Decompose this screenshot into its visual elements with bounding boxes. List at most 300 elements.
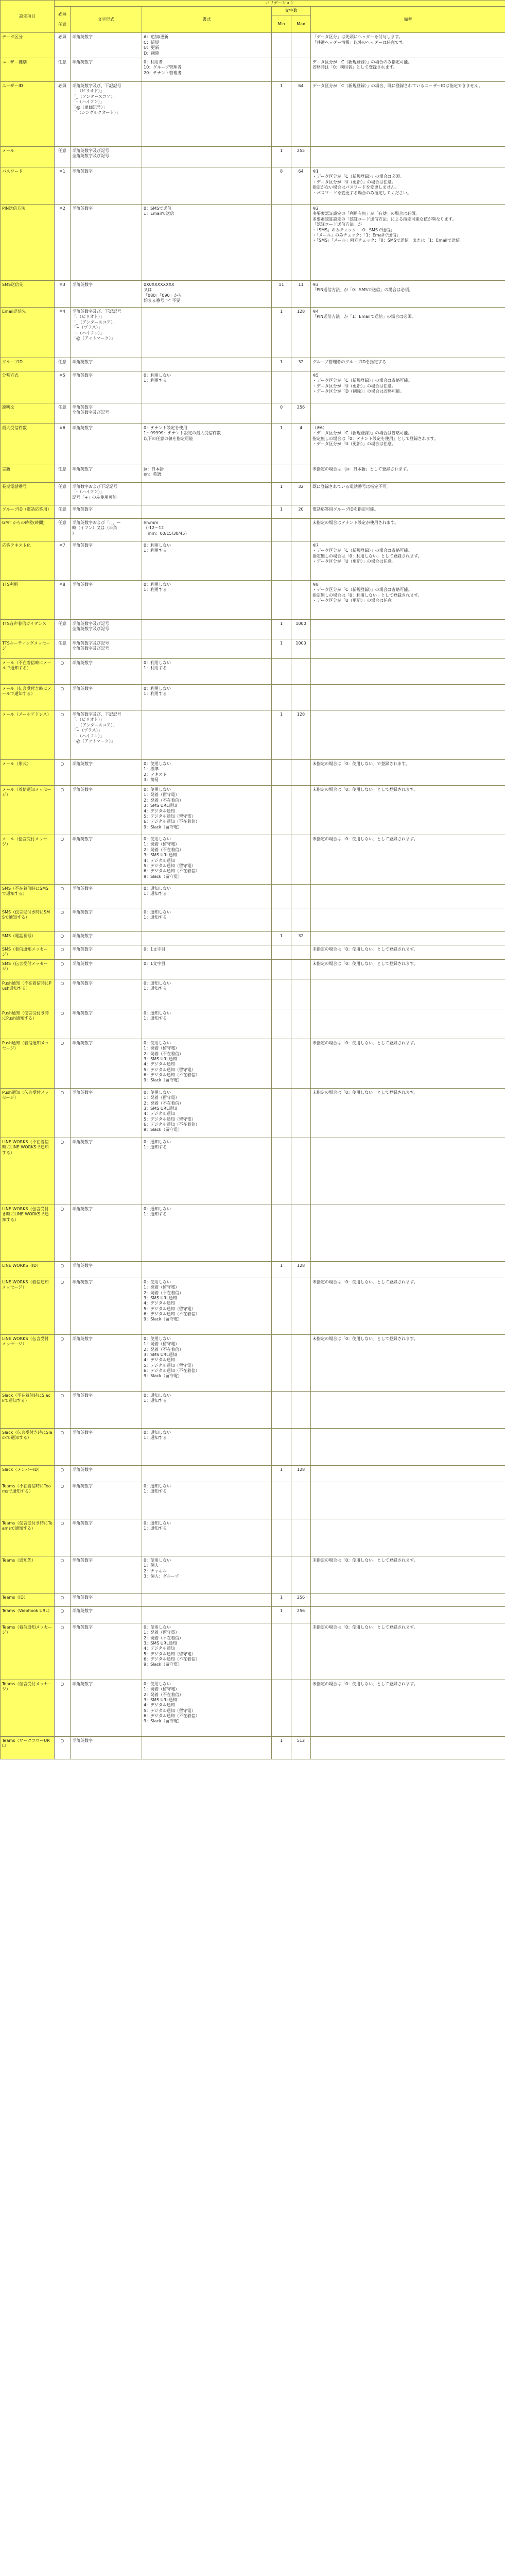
cell-char-type: 半角英数字 (71, 167, 142, 204)
cell-format: 0X0XXXXXXXX 又は 「080」「090」から 始まる番号 "-" 不要 (142, 280, 272, 307)
cell-format: 0：使用しない 1：発着（留守電） 2：発着（不在着信） 3：SMS URL通知 4：デジタル通知 5：デジタル通知（留守電） 6：デジタル通知（不在着信） 9：Slack（留守電） (142, 1623, 272, 1680)
cell-remarks: 未指定の場合は「0：使用しない」で登録されます。 (311, 759, 505, 785)
table-header (1, 1, 505, 33)
cell-min: 1 (272, 1736, 291, 1759)
cell-char-type: 半角英数字 (71, 1261, 142, 1278)
cell-min: 1 (272, 639, 291, 658)
cell-char-type: 半角英数字 (71, 1009, 142, 1039)
header-required-label: 必須 (58, 11, 66, 16)
cell-char-type: 半角英数字 (71, 908, 142, 931)
cell-char-type: 半角英数字 (71, 358, 142, 371)
cell-required: 必須 (55, 33, 71, 58)
cell-max: 32 (291, 482, 311, 505)
cell-remarks: ※1 ・データ区分が「C（新規登録）」の場合は必須。 ・データ区分が「U（更新）」の場合は任意。 指定がない場合はパスワードを変更しません。 ・パスワードを変更する場合のみ指定してください。 (311, 167, 505, 204)
cell-required: ○ (55, 945, 71, 959)
cell-required: ○ (55, 1138, 71, 1205)
cell-required: ○ (55, 1205, 71, 1261)
cell-char-type: 半角英数字 (71, 785, 142, 835)
cell-remarks: 未指定の場合は「0：使用しない」として登録されます。 (311, 1623, 505, 1680)
cell-required: ○ (55, 835, 71, 884)
cell-min (272, 1428, 291, 1465)
cell-max (291, 1009, 311, 1039)
cell-remarks: 未指定の場合は「0：使用しない」として登録されます。 (311, 945, 505, 959)
cell-required: ※7 (55, 541, 71, 580)
cell-required: ○ (55, 684, 71, 710)
cell-remarks (311, 1482, 505, 1519)
cell-min (272, 1556, 291, 1593)
cell-max (291, 58, 311, 81)
table-row (1, 1138, 505, 1205)
cell-char-type: 半角英数字 (71, 1088, 142, 1138)
table-row (1, 959, 505, 979)
cell-required: 任意 (55, 482, 71, 505)
cell-remarks: 未指定の場合は「0：使用しない」として登録されます。 (311, 1680, 505, 1736)
cell-format: 0：通知しない 1：通知する (142, 1428, 272, 1465)
cell-max (291, 371, 311, 403)
cell-item-name: Teams（ID） (1, 1593, 55, 1606)
table-row (1, 307, 505, 358)
cell-min (272, 684, 291, 710)
cell-item-name: SMS（電話番号） (1, 931, 55, 945)
cell-max (291, 1138, 311, 1205)
cell-remarks: データ区分が「C（新規登録）」の場合、既に登録されているユーザーIDは指定できません。 (311, 81, 505, 146)
cell-required: ※3 (55, 280, 71, 307)
cell-format (142, 146, 272, 167)
cell-required: ○ (55, 1623, 71, 1680)
cell-char-type: 半角英数字 (71, 658, 142, 684)
cell-required: 任意 (55, 403, 71, 423)
cell-format (142, 307, 272, 358)
cell-item-name: Teams（不在着信時にTeamsで通知する） (1, 1482, 55, 1519)
cell-remarks (311, 1391, 505, 1428)
cell-required: ○ (55, 1261, 71, 1278)
cell-min (272, 1205, 291, 1261)
cell-min: 0 (272, 403, 291, 423)
cell-char-type: 半角英数字 (71, 505, 142, 518)
cell-char-type: 半角英数字 (71, 1680, 142, 1736)
cell-item-name: メール（形式） (1, 759, 55, 785)
cell-char-type: 半角英数字 (71, 1593, 142, 1606)
cell-remarks: 既に登録されている電話番号は指定不可。 (311, 482, 505, 505)
cell-max: 20 (291, 505, 311, 518)
cell-remarks: （※6） ・データ区分が「C（新規登録）」の場合は省略可能。 指定無しの場合は「0：テナント設定を使用」として登録されます。 ・データ区分が「U（更新）」の場合は任意。 (311, 423, 505, 465)
cell-remarks: 未指定の場合は「0：使用しない」として登録されます。 (311, 785, 505, 835)
cell-required: 必須 (55, 81, 71, 146)
header-min: Min (272, 15, 291, 33)
cell-item-name: 最大受信件数 (1, 423, 55, 465)
cell-item-name: Push通知（着信通知メッセージ） (1, 1039, 55, 1088)
cell-format: 0：利用しない 1：利用する (142, 658, 272, 684)
cell-format: 0：使用しない 1：発着（留守電） 2：発着（不在着信） 3：SMS URL通知 4：デジタル通知 5：デジタル通知（留守電） 6：デジタル通知（不在着信） 9：Slack（留守電） (142, 835, 272, 884)
cell-format: 0：通知しない 1：通知する (142, 979, 272, 1009)
cell-max: 1000 (291, 619, 311, 639)
cell-max: 64 (291, 81, 311, 146)
cell-remarks (311, 1593, 505, 1606)
cell-remarks: ※3 「PIN送信方法」が「0：SMSで送信」の場合は必須。 (311, 280, 505, 307)
cell-format: 0：利用者 10：グループ管理者 20：テナント管理者 (142, 58, 272, 81)
cell-format: 0：通知しない 1：通知する (142, 1519, 272, 1556)
cell-min: 1 (272, 146, 291, 167)
cell-max (291, 1088, 311, 1138)
cell-max: 256 (291, 1593, 311, 1606)
cell-item-name: Push通知（不在着信時にPush通知する） (1, 979, 55, 1009)
cell-required: ※8 (55, 580, 71, 619)
table-row (1, 1623, 505, 1680)
table-row (1, 1482, 505, 1519)
cell-remarks: ※8 ・データ区分が「C（新規登録）」の場合は省略可能。 指定無しの場合は「0：利用しない」として登録されます。 ・データ区分が「U（更新）」の場合は任意。 (311, 580, 505, 619)
table-row (1, 465, 505, 482)
header-remarks: 備考 (311, 7, 505, 33)
table-row (1, 1391, 505, 1428)
cell-remarks (311, 908, 505, 931)
cell-format: 0：使用しない 1：発着（留守電） 2：発着（不在着信） 3：SMS URL通知 4：デジタル通知 5：デジタル通知（留守電） 6：デジタル通知（不在着信） 9：Slack（留守電） (142, 1088, 272, 1138)
cell-required: 任意 (55, 518, 71, 541)
cell-item-name: メール（メールアドレス） (1, 710, 55, 759)
cell-required: ※4 (55, 307, 71, 358)
cell-min: 1 (272, 1593, 291, 1606)
cell-char-type: 半角英数字及び、下記記号 「.（ピリオド）」 「_（アンダースコア）」 「+（プラス）」 「-（ハイフン）」 「@（アットマーク）」 (71, 307, 142, 358)
cell-format: 0：利用しない 1：利用する (142, 684, 272, 710)
cell-remarks (311, 1138, 505, 1205)
table-row (1, 1088, 505, 1138)
cell-char-type: 半角英数字 (71, 33, 142, 58)
cell-item-name: PIN送信方法 (1, 204, 55, 280)
table-row (1, 908, 505, 931)
cell-item-name: TTS利用 (1, 580, 55, 619)
cell-item-name: LINE WORKS（着信通知メッセージ） (1, 1278, 55, 1334)
cell-max (291, 759, 311, 785)
table-row (1, 403, 505, 423)
cell-format (142, 710, 272, 759)
cell-format: 0：使用しない 1：発着（留守電） 2：発着（不在着信） 3：SMS URL通知 4：デジタル通知 5：デジタル通知（留守電） 6：デジタル通知（不在着信） 9：Slack（留守電） (142, 1278, 272, 1334)
cell-item-name: Slack（不在着信時にSlackで通知する） (1, 1391, 55, 1428)
cell-min (272, 1391, 291, 1428)
table-row (1, 1519, 505, 1556)
cell-remarks: 未指定の場合は「0：使用しない」として登録されます。 (311, 1039, 505, 1088)
cell-min (272, 1278, 291, 1334)
table-row (1, 1261, 505, 1278)
cell-max (291, 1039, 311, 1088)
table-row (1, 1680, 505, 1736)
cell-required: ○ (55, 1519, 71, 1556)
cell-item-name: メール（伝言受付メッセージ） (1, 835, 55, 884)
cell-min (272, 884, 291, 908)
cell-item-name: 長期電話番号 (1, 482, 55, 505)
cell-format (142, 1261, 272, 1278)
cell-required: ○ (55, 658, 71, 684)
cell-format: ja：日本語 en：英語 (142, 465, 272, 482)
cell-min: 1 (272, 1261, 291, 1278)
cell-char-type: 半角英数字 (71, 1482, 142, 1519)
table-row (1, 1334, 505, 1391)
cell-format: 0：使用しない 1：発着（留守電） 2：発着（不在着信） 3：SMS URL通知 4：デジタル通知 5：デジタル通知（留守電） 6：デジタル通知（不在着信） 9：Slack（留守電） (142, 1039, 272, 1088)
cell-min (272, 1009, 291, 1039)
cell-item-name: グループID (1, 358, 55, 371)
cell-min (272, 979, 291, 1009)
cell-max (291, 835, 311, 884)
cell-item-name: グループID（電話応答用） (1, 505, 55, 518)
cell-max: 128 (291, 307, 311, 358)
cell-required: ※1 (55, 167, 71, 204)
header-validation: バリデーション (55, 1, 505, 7)
header-char-type: 文字形式 (71, 7, 142, 33)
cell-format (142, 1736, 272, 1759)
cell-format: hh:mm （-12〜12 mm：00/15/30/45） (142, 518, 272, 541)
cell-min (272, 1680, 291, 1736)
cell-min (272, 1623, 291, 1680)
cell-item-name: SMS（不在着信時にSMSで通知する） (1, 884, 55, 908)
cell-remarks (311, 710, 505, 759)
cell-remarks: 未指定の場合は「0：使用しない」として登録されます。 (311, 959, 505, 979)
cell-char-type: 半角英数字及び記号 全角英数字及び記号 (71, 619, 142, 639)
cell-char-type: 半角英数字 (71, 684, 142, 710)
cell-format (142, 505, 272, 518)
cell-item-name: LINE WORKS（不在着信時にLINE WORKSで通知する） (1, 1138, 55, 1205)
cell-required: ○ (55, 710, 71, 759)
cell-remarks: 未指定の場合は「0：使用しない」として登録されます。 (311, 1556, 505, 1593)
cell-max (291, 580, 311, 619)
cell-item-name: Teams（Webhook URL） (1, 1606, 55, 1623)
cell-min (272, 371, 291, 403)
cell-max (291, 1391, 311, 1428)
cell-min (272, 908, 291, 931)
cell-char-type: 半角英数字 (71, 1428, 142, 1465)
cell-max: 128 (291, 710, 311, 759)
cell-max: 32 (291, 931, 311, 945)
table-row (1, 1606, 505, 1623)
cell-required: ○ (55, 759, 71, 785)
cell-format: 0：使用しない 1：発着（留守電） 2：発着（不在着信） 3：SMS URL通知 4：デジタル通知 5：デジタル通知（留守電） 6：デジタル通知（不在着信） 9：Slack（留守電） (142, 1680, 272, 1736)
cell-required: 任意 (55, 505, 71, 518)
cell-min: 1 (272, 1465, 291, 1482)
cell-char-type: 半角英数字 (71, 541, 142, 580)
cell-item-name: データ区分 (1, 33, 55, 58)
table-row (1, 541, 505, 580)
cell-min: 1 (272, 307, 291, 358)
cell-max (291, 684, 311, 710)
cell-remarks (311, 1465, 505, 1482)
cell-min (272, 1334, 291, 1391)
cell-format: 0：使用しない 1：個人 2：チャネル 3：個人：グループ (142, 1556, 272, 1593)
cell-required: ○ (55, 1736, 71, 1759)
table-row (1, 658, 505, 684)
cell-format: 0：利用しない 1：利用する (142, 371, 272, 403)
table-row (1, 146, 505, 167)
cell-char-type: 半角英数字及び、下記記号 「.（ピリオド）」 「_（アンダースコア）」 「+（プラス）」 「-（ハイフン）」 「@（アットマーク）」 (71, 710, 142, 759)
cell-char-type: 半角英数字 (71, 1519, 142, 1556)
cell-max (291, 1334, 311, 1391)
cell-min: 1 (272, 358, 291, 371)
table-row (1, 1428, 505, 1465)
table-row (1, 371, 505, 403)
cell-required: ○ (55, 908, 71, 931)
cell-remarks (311, 403, 505, 423)
cell-item-name: 分割方式 (1, 371, 55, 403)
cell-char-type: 半角数字および下記記号 「-（ハイフン）」 記号「+」のみ使用可能 (71, 482, 142, 505)
cell-char-type: 半角英数字 (71, 580, 142, 619)
table-row (1, 81, 505, 146)
cell-required: ○ (55, 785, 71, 835)
cell-required: ○ (55, 884, 71, 908)
cell-remarks (311, 1519, 505, 1556)
cell-format: 0：使用しない 1：標準 2：テキスト 3：簡易 (142, 759, 272, 785)
table-row (1, 1205, 505, 1261)
table-row (1, 58, 505, 81)
cell-max: 128 (291, 1465, 311, 1482)
cell-item-name: メール（着信通知メッセージ） (1, 785, 55, 835)
header-format: 書式 (142, 7, 272, 33)
cell-min (272, 1138, 291, 1205)
cell-max (291, 884, 311, 908)
cell-max (291, 979, 311, 1009)
cell-remarks: ※4 「PIN送信方法」が「1：Emailで送信」の場合は必須。 (311, 307, 505, 358)
cell-char-type: 半角英数字 (71, 1736, 142, 1759)
cell-char-type: 半角英数字 (71, 884, 142, 908)
cell-max (291, 785, 311, 835)
cell-char-type: 半角英数字 (71, 1623, 142, 1680)
table-row (1, 580, 505, 619)
cell-format: A：追加/更新 C：新規 U：更新 D：削除 (142, 33, 272, 58)
cell-max (291, 1278, 311, 1334)
cell-char-type: 半角英数字 (71, 959, 142, 979)
cell-format: 0：通知しない 1：通知する (142, 884, 272, 908)
cell-item-name: GMT からの時差(時間) (1, 518, 55, 541)
cell-char-type: 半角英数字 (71, 371, 142, 403)
header-max: Max (291, 15, 311, 33)
cell-char-type: 半角英数字 (71, 280, 142, 307)
cell-item-name: SMS（着信通知メッセージ） (1, 945, 55, 959)
cell-item-name: LINE WORKS（伝言受付メッセージ） (1, 1334, 55, 1391)
cell-max (291, 658, 311, 684)
cell-item-name: Teams（伝言受付き時にTeamsで通知する） (1, 1519, 55, 1556)
cell-required: ※2 (55, 204, 71, 280)
cell-item-name: ユーザーID (1, 81, 55, 146)
cell-remarks: 未指定の場合は「0：使用しない」として登録されます。 (311, 1334, 505, 1391)
cell-format (142, 403, 272, 423)
cell-item-name: Teams（ワークフローURL） (1, 1736, 55, 1759)
cell-char-type: 半角英数字 (71, 931, 142, 945)
cell-required: ※5 (55, 371, 71, 403)
cell-remarks (311, 639, 505, 658)
cell-item-name: LINE WORKS（ID） (1, 1261, 55, 1278)
cell-required: ○ (55, 1088, 71, 1138)
table-row (1, 358, 505, 371)
cell-char-type: 半角英数字 (71, 1205, 142, 1261)
cell-max: 11 (291, 280, 311, 307)
cell-remarks (311, 931, 505, 945)
cell-required: ○ (55, 1680, 71, 1736)
cell-char-type: 半角英数字 (71, 1391, 142, 1428)
cell-min (272, 945, 291, 959)
cell-max: 64 (291, 167, 311, 204)
cell-required: ※6 (55, 423, 71, 465)
table-row (1, 619, 505, 639)
cell-min (272, 541, 291, 580)
cell-format: 0：通知しない 1：通知する (142, 1482, 272, 1519)
cell-char-type: 半角英数字 (71, 945, 142, 959)
cell-format (142, 167, 272, 204)
cell-item-name: メール (1, 146, 55, 167)
cell-max (291, 1205, 311, 1261)
cell-item-name: Teams（着信通知メッセージ） (1, 1623, 55, 1680)
cell-format (142, 358, 272, 371)
cell-item-name: Slack（メンバーID） (1, 1465, 55, 1482)
table-row (1, 759, 505, 785)
cell-remarks: 「データ区分」は先頭にヘッダーを付与します。 「共通ヘッダー情報」以外のヘッダーは任意です。 (311, 33, 505, 58)
cell-max (291, 1428, 311, 1465)
cell-format (142, 1465, 272, 1482)
cell-format: 0：使用しない 1：発着（留守電） 2：発着（不在着信） 3：SMS URL通知 4：デジタル通知 5：デジタル通知（留守電） 6：デジタル通知（不在着信） 9：Slack（留守電） (142, 785, 272, 835)
cell-min (272, 465, 291, 482)
cell-required: ○ (55, 1039, 71, 1088)
cell-item-name: ユーザー種別 (1, 58, 55, 81)
cell-item-name: TTSルーティングメッセージ (1, 639, 55, 658)
cell-char-type: 半角英数字 (71, 465, 142, 482)
cell-format (142, 619, 272, 639)
cell-remarks (311, 979, 505, 1009)
cell-min (272, 1519, 291, 1556)
cell-min (272, 759, 291, 785)
cell-remarks: 未指定の場合はテナント設定が使用されます。 (311, 518, 505, 541)
cell-char-type: 半角英数字 (71, 58, 142, 81)
cell-char-type: 半角英数字 (71, 204, 142, 280)
cell-min: 1 (272, 1606, 291, 1623)
cell-max: 256 (291, 1606, 311, 1623)
cell-remarks: グループ管理者のグループIDを指定する (311, 358, 505, 371)
cell-max: 256 (291, 403, 311, 423)
table-row (1, 835, 505, 884)
cell-item-name: パスワード (1, 167, 55, 204)
cell-remarks (311, 1261, 505, 1278)
cell-min: 1 (272, 931, 291, 945)
table-row (1, 1009, 505, 1039)
cell-min (272, 1482, 291, 1519)
cell-min: 1 (272, 482, 291, 505)
cell-max: 1000 (291, 639, 311, 658)
cell-max (291, 541, 311, 580)
cell-max: 4 (291, 423, 311, 465)
cell-format (142, 1593, 272, 1606)
cell-remarks: データ区分が「C（新規登録）」の場合のみ指定可能。 省略時は「0：利用者」として登録されます。 (311, 58, 505, 81)
cell-max (291, 908, 311, 931)
cell-min (272, 33, 291, 58)
table-row (1, 1039, 505, 1088)
cell-required: ○ (55, 959, 71, 979)
cell-required: 任意 (55, 146, 71, 167)
cell-min (272, 518, 291, 541)
cell-char-type: 半角英数字および「:」、ー 時（イフン）又は（半角 ） (71, 518, 142, 541)
cell-remarks (311, 1428, 505, 1465)
cell-max (291, 945, 311, 959)
cell-remarks: 未指定の場合は「0：使用しない」として登録されます。 (311, 1088, 505, 1138)
cell-char-type: 半角英数字 (71, 1465, 142, 1482)
table-body (1, 33, 505, 1759)
cell-max: 512 (291, 1736, 311, 1759)
cell-format: 0：1文字目 (142, 945, 272, 959)
cell-min (272, 204, 291, 280)
cell-format: 0：通知しない 1：通知する (142, 1009, 272, 1039)
cell-remarks: ※7 ・データ区分が「C（新規登録）」の場合は省略可能。 指定無しの場合は「0：利用しない」として登録されます。 ・データ区分が「U（更新）」の場合は任意。 (311, 541, 505, 580)
cell-item-name: 応答テキスト化 (1, 541, 55, 580)
header-required-sub: 任意 (58, 22, 66, 27)
cell-min (272, 785, 291, 835)
cell-required: ○ (55, 1482, 71, 1519)
table-row (1, 979, 505, 1009)
cell-remarks (311, 884, 505, 908)
cell-min: 8 (272, 167, 291, 204)
cell-remarks (311, 658, 505, 684)
cell-remarks (311, 1009, 505, 1039)
